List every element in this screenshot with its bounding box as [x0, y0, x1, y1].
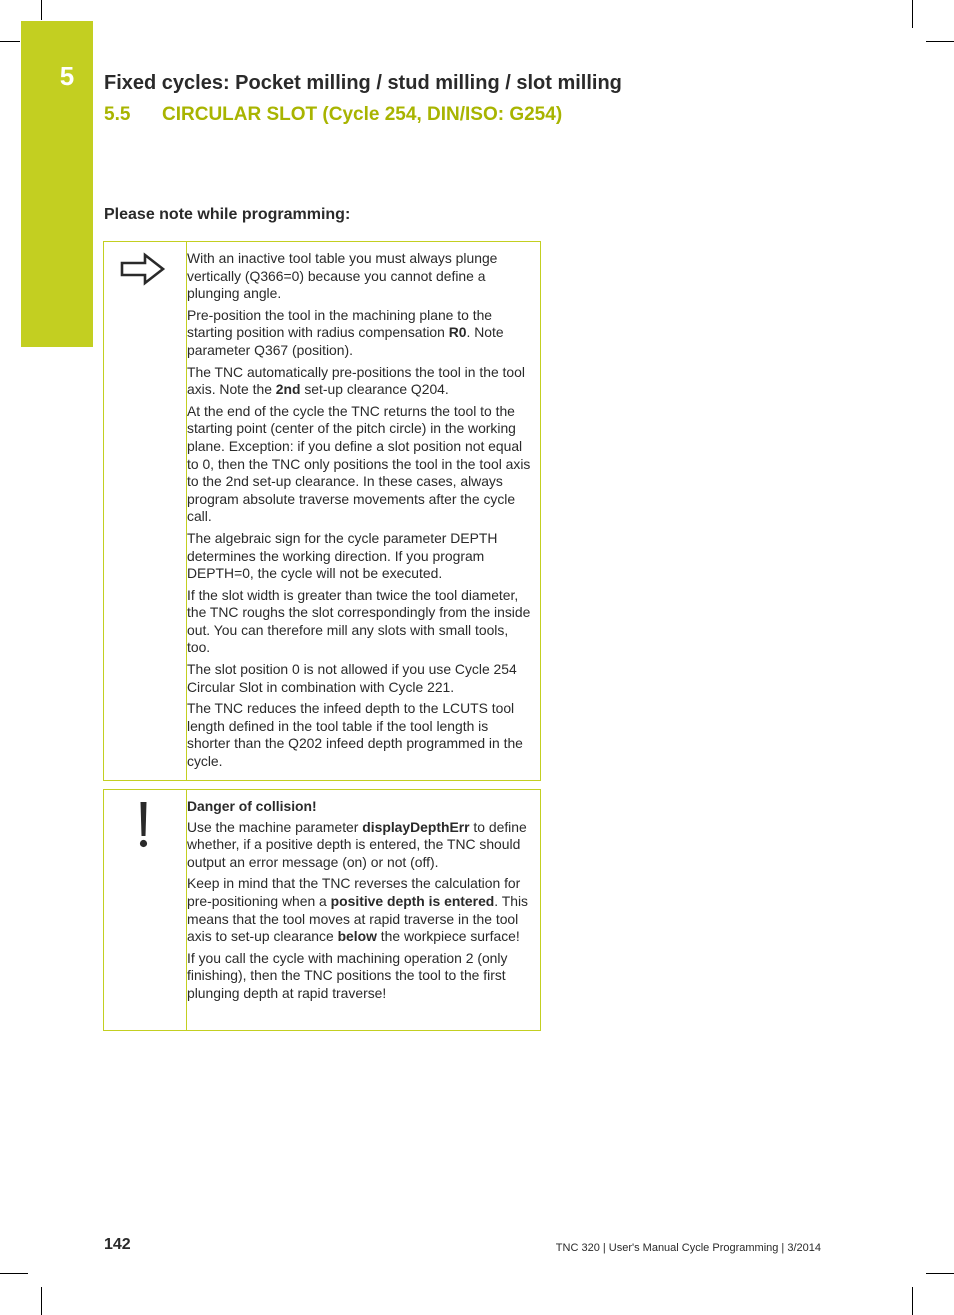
text-run: The TNC automatically pre-positions the tool in the tool axis. Note the: [187, 363, 525, 398]
page-number: 142: [104, 1236, 131, 1253]
exclamation-icon: [119, 800, 167, 850]
note-icon-column: [104, 242, 187, 780]
note-heading: Please note while programming:: [104, 206, 351, 223]
note-paragraph: With an inactive tool table you must always plunge vertically (Q366=0) because you cannot define a plunging angle.: [187, 250, 498, 302]
warning-paragraph: [187, 819, 532, 872]
text-run: Keep in mind that the TNC reverses the calculation for pre-positioning when a: [187, 875, 521, 909]
text-run-bold: R0: [448, 324, 467, 341]
note-text: [187, 250, 532, 775]
crop-mark: [41, 0, 42, 20]
section-number: 5.5: [104, 104, 131, 125]
warning-paragraph: [187, 875, 532, 945]
crop-mark: [912, 0, 913, 28]
text-run: . This means that the tool moves at rapid traverse in the tool axis to set-up clearance: [187, 892, 528, 945]
arrow-right-icon: [119, 252, 167, 288]
text-run: Use the machine parameter: [187, 818, 363, 835]
note-paragraph: The TNC reduces the infeed depth to the LCUTS tool length defined in the tool table if the tool length is shorter than the Q202 infeed depth programmed in the cycle.: [187, 700, 523, 770]
crop-mark: [0, 1273, 28, 1274]
chapter-title: Fixed cycles: Pocket milling / stud milling / slot milling: [104, 72, 622, 94]
crop-mark: [926, 41, 954, 42]
warning-box: [103, 789, 541, 1031]
section-title-text: CIRCULAR SLOT (Cycle 254, DIN/ISO: G254): [162, 104, 563, 125]
note-paragraph: At the end of the cycle the TNC returns the tool to the starting point (center of the pitch circle) in the working plane. Exception: if you define a slot position not equal to 0, then the TNC only positions the tool in the tool axis to the 2nd set-up clearance. In these cases, always program absolute traverse movements after the cycle call.: [187, 402, 531, 525]
text-run: set-up clearance Q204.: [300, 381, 449, 398]
note-box: [103, 241, 541, 781]
text-run: the workpiece surface!: [376, 928, 520, 945]
warning-icon-column: [104, 790, 187, 1030]
note-paragraph: [187, 307, 532, 360]
section-title: [104, 104, 562, 126]
text-run-bold: 2nd: [275, 381, 301, 398]
note-paragraph: [187, 364, 532, 399]
note-paragraph: The algebraic sign for the cycle parameter DEPTH determines the working direction. If you program DEPTH=0, the cycle will not be executed.: [187, 529, 498, 582]
note-paragraph: If the slot width is greater than twice the tool diameter, the TNC roughs the slot correspondingly from the inside out. You can therefore mill any slots with small tools, too.: [187, 586, 531, 656]
warning-paragraph: If you call the cycle with machining operation 2 (only finishing), then the TNC positions the tool to the first plunging depth at rapid traverse!: [187, 949, 508, 1001]
text-run: . Note parameter Q367 (position).: [187, 324, 504, 358]
text-run-bold: below: [337, 928, 377, 945]
text-run: Pre-position the tool in the machining plane to the starting position with radius compensation: [187, 306, 493, 341]
chapter-tab: [21, 21, 93, 347]
chapter-number: 5: [59, 61, 75, 91]
warning-text: [187, 798, 532, 1007]
crop-mark: [41, 1287, 42, 1315]
text-run: to define whether, if a positive depth is entered, the TNC should output an error message (on) or not (off).: [187, 818, 527, 870]
note-paragraph: The slot position 0 is not allowed if you use Cycle 254 Circular Slot in combination with Cycle 221.: [187, 661, 517, 695]
crop-mark: [912, 1287, 913, 1315]
text-run-bold: positive depth is entered: [330, 892, 495, 909]
footer-text: TNC 320 | User's Manual Cycle Programming | 3/2014: [555, 1242, 821, 1254]
text-run-bold: displayDepthErr: [362, 818, 470, 835]
crop-mark: [0, 41, 20, 42]
warning-heading: Danger of collision!: [187, 798, 317, 814]
crop-mark: [926, 1273, 954, 1274]
